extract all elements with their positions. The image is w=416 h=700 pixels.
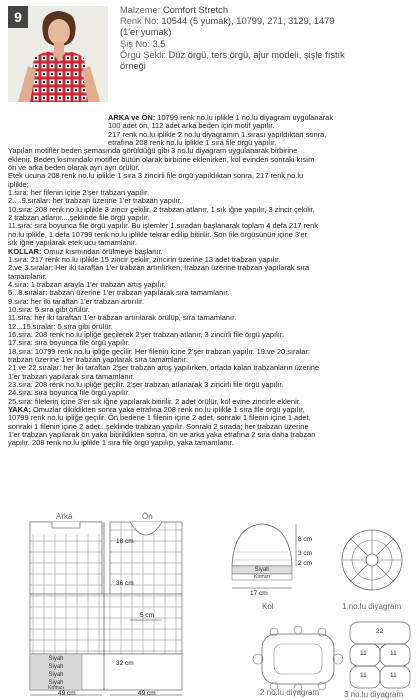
sleeve-row: 16.sıra: 208 renk no.lu ipliğe geçilerek 2'şer trabzan atlanır, 3 zincirli file örgü yapılır. (8, 329, 284, 339)
materials-label: Malzeme: (120, 5, 161, 15)
colors-row-2: (1'er yumak) (120, 27, 172, 38)
collar-line: sonraki 1 filenin içine 2 adet...şeklinde trabzan yapılır. Sonraki 2 sırada; her trabzan üzerine (8, 421, 309, 431)
motif-diagram-1 (336, 524, 408, 596)
diagram-2-caption: 2 no.lu diyagram (260, 688, 320, 697)
sleeve-row: tamamlanır. (8, 271, 47, 281)
band-label: Kırmızı (48, 685, 64, 691)
assembly-line-2: eklenir. Beden kısmındaki motifler bütün olarak birbirine eklenirken, kol evinden sonraki kısım (8, 154, 315, 164)
assembly-line-1: Yapılan motifler beden şemasında görüldüğü gibi 3 no.lu diyagram uygulanarak birbirine (8, 146, 298, 156)
diagram-3-number: 22 (376, 628, 384, 635)
needle-row (120, 39, 410, 50)
row-instruction: 10.sıra: 208 renk no.lu iplikle 3 zincir çekilir, 2 trabzan atlanır, 1 sık iğne yapılır, 3 zincir çekilir, (8, 204, 315, 214)
instructions (8, 114, 410, 448)
band-label: Siyah (48, 672, 64, 678)
sleeve-row: 5...8.sıralar: trabzan üzerine 1'er trabzan yapılarak sıra tamamlanır. (8, 288, 230, 298)
sleeve-row: 4.sıra: 1 trabzan arayla 1'er trabzan artış yapılır. (8, 279, 166, 289)
sleeve-row: 1.sıra: 217 renk no.lu iplikle 15 zincir çekilir, zincirin üzerine 13 adet trabzan yapılır. (8, 254, 281, 264)
dim-49cm-front: 49 cm (138, 690, 156, 697)
collar-line: yapılır. 208 renk no.lu iplikle 1 sıra file örgü yapılıp, yaka tamamlanır. (8, 438, 234, 448)
front-label: Ön (142, 512, 153, 521)
front-back-text: 10799 renk no.lu iplikle 1 no.lu diyagram uygulanarak (155, 113, 334, 122)
diagram-1-caption: 1 no.lu diyagram (342, 602, 402, 611)
assembly-line-4: Etek ucuna 208 renk no.lu iplikle 1 sıra 3 zincirli file örgü yapıldıktan sonra, 217 renk no.lu (8, 171, 304, 181)
sleeve-band-1: Siyah (254, 567, 270, 573)
sleeve-row: 10.sıra: 5.sıra gibi örülür. (8, 304, 90, 314)
dim-32cm: 32 cm (116, 660, 134, 667)
colors-row (120, 16, 410, 27)
colors-value: 10544 (5 yumak), 10799, 271, 3129, 1479 (161, 16, 335, 27)
collar-title: YAKA: (8, 405, 31, 415)
band-label: Siyah (48, 656, 64, 662)
collar-line: 10799 renk no.lu ipliğe geçilir. Ön bedene 1 filenin içine 2 adet, sonraki 1 filenin içine 1 adet, (8, 413, 311, 423)
sleeves-text: Omuz kısmından örülmeye başlanır. (41, 246, 163, 256)
row-instruction: 11.sıra: sıra boyunca file örgü yapılır. Bu işlemler 1.sıradan başlanarak toplam 4 defa 217 renk (8, 221, 318, 231)
sleeve-row: 11.sıra: her iki taraftan 1'er trabzan artırılarak örülüp, sıra tamamlanır. (8, 313, 237, 323)
front-back-line-4: etrafına 208 renk no.lu iplikle 1 sıra file örgü yapılır. (108, 138, 277, 148)
motif-diagram-2 (248, 626, 348, 692)
sleeve-row: 21.ve 22.sıralar: her iki taraftan 2'şer trabzan artış yapılırken, ortada kalan trabzanların üzerine (8, 363, 320, 373)
back-label: Arka (56, 512, 73, 521)
sleeve-label: Kol (262, 602, 274, 611)
sleeve-dim-3cm: 3 cm (298, 550, 313, 557)
sleeve-dim-2cm: 2 cm (298, 560, 313, 567)
materials-row (120, 5, 410, 16)
row-instruction: 2.…9.sıralar: her trabzan üzerine 1'er trabzan yapılır. (8, 196, 182, 206)
sleeve-row: 24.sıra: sıra boyunca file örgü yapılır. (8, 388, 130, 398)
collar-text: Omuzlar dikildikten sonra yaka etrafına 208 renk no.lu iplikle 1 sıra file örgü yapılır, (30, 405, 305, 415)
colors-label: Renk No: (120, 16, 159, 27)
sleeves-title: KOLLAR: (8, 246, 42, 256)
stitch-row-2: örneği (120, 61, 146, 72)
sleeve-row: 23.sıra: 208 renk no.lu ipliğe geçilir. 2'şer trabzan atlanarak 3 zincirli file örgü yapılır. (8, 380, 284, 389)
materials-value: Comfort Stretch (162, 5, 229, 15)
pattern-number-badge (8, 6, 28, 28)
model-photo (8, 6, 108, 102)
diagram-3-number: 11 (360, 672, 367, 679)
sleeve-row: trabzan üzerine 1'er trabzan yapılarak sıra tamamlanır. (8, 354, 189, 364)
diagram-3-caption: 3 no.lu diyagram (344, 690, 404, 699)
assembly-line-5: iplikle; (8, 179, 29, 189)
dim-5cm: 5 cm (140, 612, 155, 619)
diagram-3-number: 11 (390, 672, 397, 679)
row-instruction: 1.sıra: her filenin içine 2'şer trabzan yapılır. (8, 188, 150, 198)
materials-info (120, 5, 410, 72)
stitch-label: Örgü Şekli: (120, 49, 166, 60)
sleeve-row: 2.ve 3.sıralar: Her iki taraftan 1'er trabzan artırılırken, trabzan üzerine trabzan yapılarak sıra (8, 263, 310, 273)
front-back-title: ARKA ve ÖN: (108, 113, 156, 122)
sleeve-row: 18.sıra: 10799 renk no.lu ipliğe geçilir. Her filenin içine 2'şer trabzan yapılır. 19.ve 20.sıralar: (8, 346, 310, 356)
needle-value: 3.5 (152, 38, 166, 49)
sleeve-row: 17.sıra: sıra boyunca file örgü yapılır. (8, 338, 130, 348)
assembly-line-3: ön ve arka beden olarak ayrı ayrı örülür. (8, 163, 140, 173)
sleeve-row: 9.sıra: her iki taraftan 1'er trabzan artırılır. (8, 296, 145, 306)
sleeve-diagram (222, 522, 312, 596)
sleeve-row: 1'er trabzan yapılarak sıra tamamlanır. (8, 371, 135, 381)
sleeve-band-2: Kırmızı (254, 574, 270, 580)
dim-49cm-back: 49 cm (58, 690, 76, 697)
diagram-3-number: 11 (390, 650, 397, 657)
row-instruction: 2 trabzan atlanır....şeklinde file örgü yapılır. (8, 213, 150, 223)
diagram-3-number: 11 (360, 650, 367, 657)
diagrams-area (0, 508, 416, 700)
stitch-row (120, 50, 410, 61)
row-instruction: no.lu iplikle, 1 defa 10799 renk no.lu iplikle tekrar edilip bitirilir. Son file örgüsünün içine 3'er (8, 229, 308, 239)
collar-line: 1'er trabzan yapılarak ön yaka bitirildikten sonra, ön ve arka yaka etrafına 2 sıra daha trabzan (8, 430, 316, 440)
dim-36cm: 36 cm (116, 580, 134, 587)
needle-label: Şiş No: (120, 38, 150, 49)
front-back-line-2: 100 adet ön, 112 adet arka beden için motif yapılır. (108, 121, 275, 131)
sleeve-row: 25.sıra: filelerin içine 3'er sık iğne yapılarak bitirilir. 2 adet örülür, kol evine zincirle eklenir. (8, 396, 301, 406)
sleeve-dim-8cm: 8 cm (298, 536, 313, 543)
sleeve-dim-17cm: 17 cm (250, 590, 268, 597)
stitch-value: Düz örgü, ters örgü, ajur modeli, şişle fıstık (168, 49, 345, 60)
pattern-number: 9 (14, 9, 22, 25)
sleeve-row: 12...15.sıralar: 5.sıra gibi örülür. (8, 321, 113, 331)
dim-18cm: 18 cm (116, 538, 134, 545)
row-instruction: sık iğne yapılarak etek ucu tamamlanır. (8, 238, 137, 248)
band-label: Siyah (48, 664, 64, 670)
band-label: Siyah (48, 680, 64, 686)
front-back-line-3: 217 renk no.lu iplikle 2 no.lu diyagramın 1.sırası yapıldıktan sonra, (108, 129, 327, 139)
